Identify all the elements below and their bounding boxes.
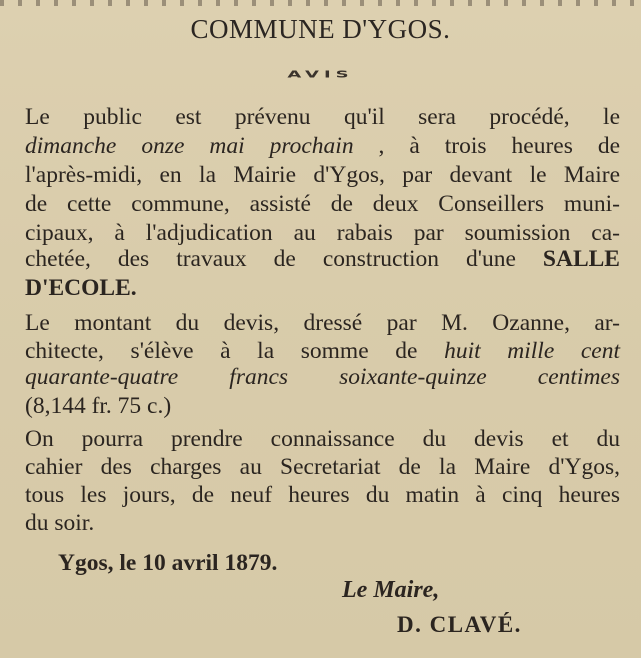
building-name-part-2: D'ECOLE. (25, 275, 137, 301)
paragraph-3-line-4: du soir. (25, 510, 95, 536)
paragraph-2-line-1: Le montant du devis, dressé par M. Ozanne, ar- (25, 310, 620, 336)
paragraph-3-line-2: cahier des charges au Secretariat de la Maire d'Ygos, (25, 454, 620, 480)
signatory-name: D. CLAVÉ. (397, 612, 522, 637)
cropped-previous-line (0, 0, 641, 6)
notice-date: Ygos, le 10 avril 1879. (58, 550, 278, 576)
paragraph-1-line-2 (25, 135, 620, 159)
paragraph-1-line-4: de cette commune, assisté de deux Conseillers muni- (25, 191, 620, 217)
paragraph-1-line-1: Le public est prévenu qu'il sera procédé, le (25, 104, 620, 130)
paragraph-2-line-2-text: chitecte, s'élève à la somme de (25, 338, 418, 364)
notice-heading: AVIS (287, 68, 354, 81)
paragraph-1-line-7 (25, 277, 620, 301)
amount-in-words-part-2: quarante-quatre francs soixante-quinze centimes (25, 364, 620, 390)
paragraph-2-line-3 (25, 366, 620, 390)
signatory-title: Le Maire, (342, 577, 440, 603)
paragraph-1-line-3: l'après-midi, en la Mairie d'Ygos, par devant le Maire (25, 162, 620, 188)
building-name-part-1: SALLE (542, 246, 620, 272)
paragraph-1-line-5: cipaux, à l'adjudication au rabais par soumission ca- (25, 220, 620, 246)
paragraph-2-line-4: (8,144 fr. 75 c.) (25, 393, 172, 419)
meeting-date-text: dimanche onze mai prochain (25, 133, 354, 159)
amount-in-words-part-1: huit mille cent (444, 338, 621, 364)
paragraph-1-line-6-text: chetée, des travaux de construction d'une (25, 246, 516, 272)
paragraph-1-line-6 (25, 248, 620, 272)
paragraph-1-line-2-rest: , à trois heures de (378, 133, 621, 159)
notice-title: COMMUNE D'YGOS. (190, 14, 451, 44)
paragraph-3-line-3: tous les jours, de neuf heures du matin à cinq heures (25, 482, 620, 508)
paragraph-2-line-2 (25, 340, 620, 364)
paragraph-3-line-1: On pourra prendre connaissance du devis et du (25, 426, 620, 452)
